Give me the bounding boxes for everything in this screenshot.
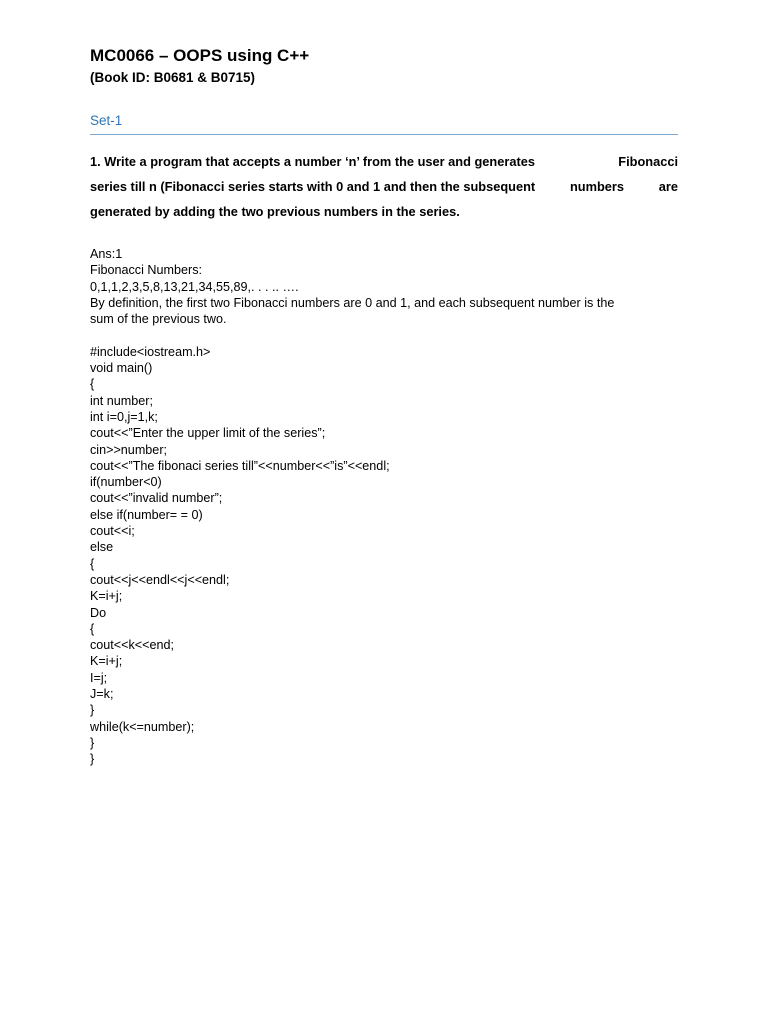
code-line: cout<<”The fibonaci series till”<<number<<”is”<<endl;	[90, 458, 390, 473]
code-line: }	[90, 752, 95, 767]
code-line: I=j;	[90, 670, 108, 685]
question-text: are	[658, 179, 678, 194]
code-line: cout<<i;	[90, 524, 135, 539]
code-line: cout<<j<<endl<<j<<endl;	[90, 572, 230, 587]
code-line: {	[90, 377, 95, 392]
code-line: {	[90, 621, 95, 636]
code-line: int i=0,j=1,k;	[90, 409, 158, 424]
code-line: J=k;	[90, 687, 114, 702]
spacer	[90, 327, 690, 343]
code-line: cout<<k<<end;	[90, 638, 175, 653]
code-line: if(number<0)	[90, 475, 162, 490]
code-line: }	[90, 735, 95, 750]
answer-label: Ans:1	[90, 247, 123, 261]
fibonacci-sequence: 0,1,1,2,3,5,8,13,21,34,55,89,. . . .. ….	[90, 279, 299, 294]
code-line: cout<<”Enter the upper limit of the series”;	[90, 426, 326, 441]
code-line: else	[90, 540, 114, 555]
code-block	[90, 344, 690, 768]
definition-text: By definition, the first two Fibonacci numbers are 0 and 1, and each subsequent number is the	[90, 295, 615, 310]
question-line-3: generated by adding the two previous numbers in the series.	[90, 204, 460, 219]
code-line: }	[90, 703, 95, 718]
set-heading: Set-1	[90, 113, 123, 128]
code-line: int number;	[90, 393, 153, 408]
code-line: #include<iostream.h>	[90, 344, 211, 359]
question-text: Fibonacci	[618, 154, 678, 169]
code-line: else if(number= = 0)	[90, 507, 203, 522]
code-line: K=i+j;	[90, 654, 123, 669]
answer-body	[90, 246, 690, 768]
code-line: Do	[90, 605, 107, 620]
question-text: numbers	[569, 179, 624, 194]
code-line: K=i+j;	[90, 589, 123, 604]
question-text: series till n (Fibonacci series starts with 0 and 1 and then the subsequent	[90, 179, 536, 194]
book-id: (Book ID: B0681 & B0715)	[90, 70, 256, 85]
code-line: cout<<”invalid number”;	[90, 491, 223, 506]
answer-heading: Fibonacci Numbers:	[90, 263, 202, 278]
document-title: MC0066 – OOPS using C++	[90, 46, 310, 65]
question-line-2	[90, 179, 678, 194]
question-line-1	[90, 154, 678, 169]
definition-text: sum of the previous two.	[90, 312, 227, 327]
set-divider	[90, 134, 678, 135]
code-line: cin>>number;	[90, 442, 168, 457]
code-line: void main()	[90, 361, 153, 376]
question-text: 1. Write a program that accepts a number ‘n’ from the user and generates	[90, 154, 535, 169]
code-line: {	[90, 556, 95, 571]
code-line: while(k<=number);	[90, 719, 195, 734]
